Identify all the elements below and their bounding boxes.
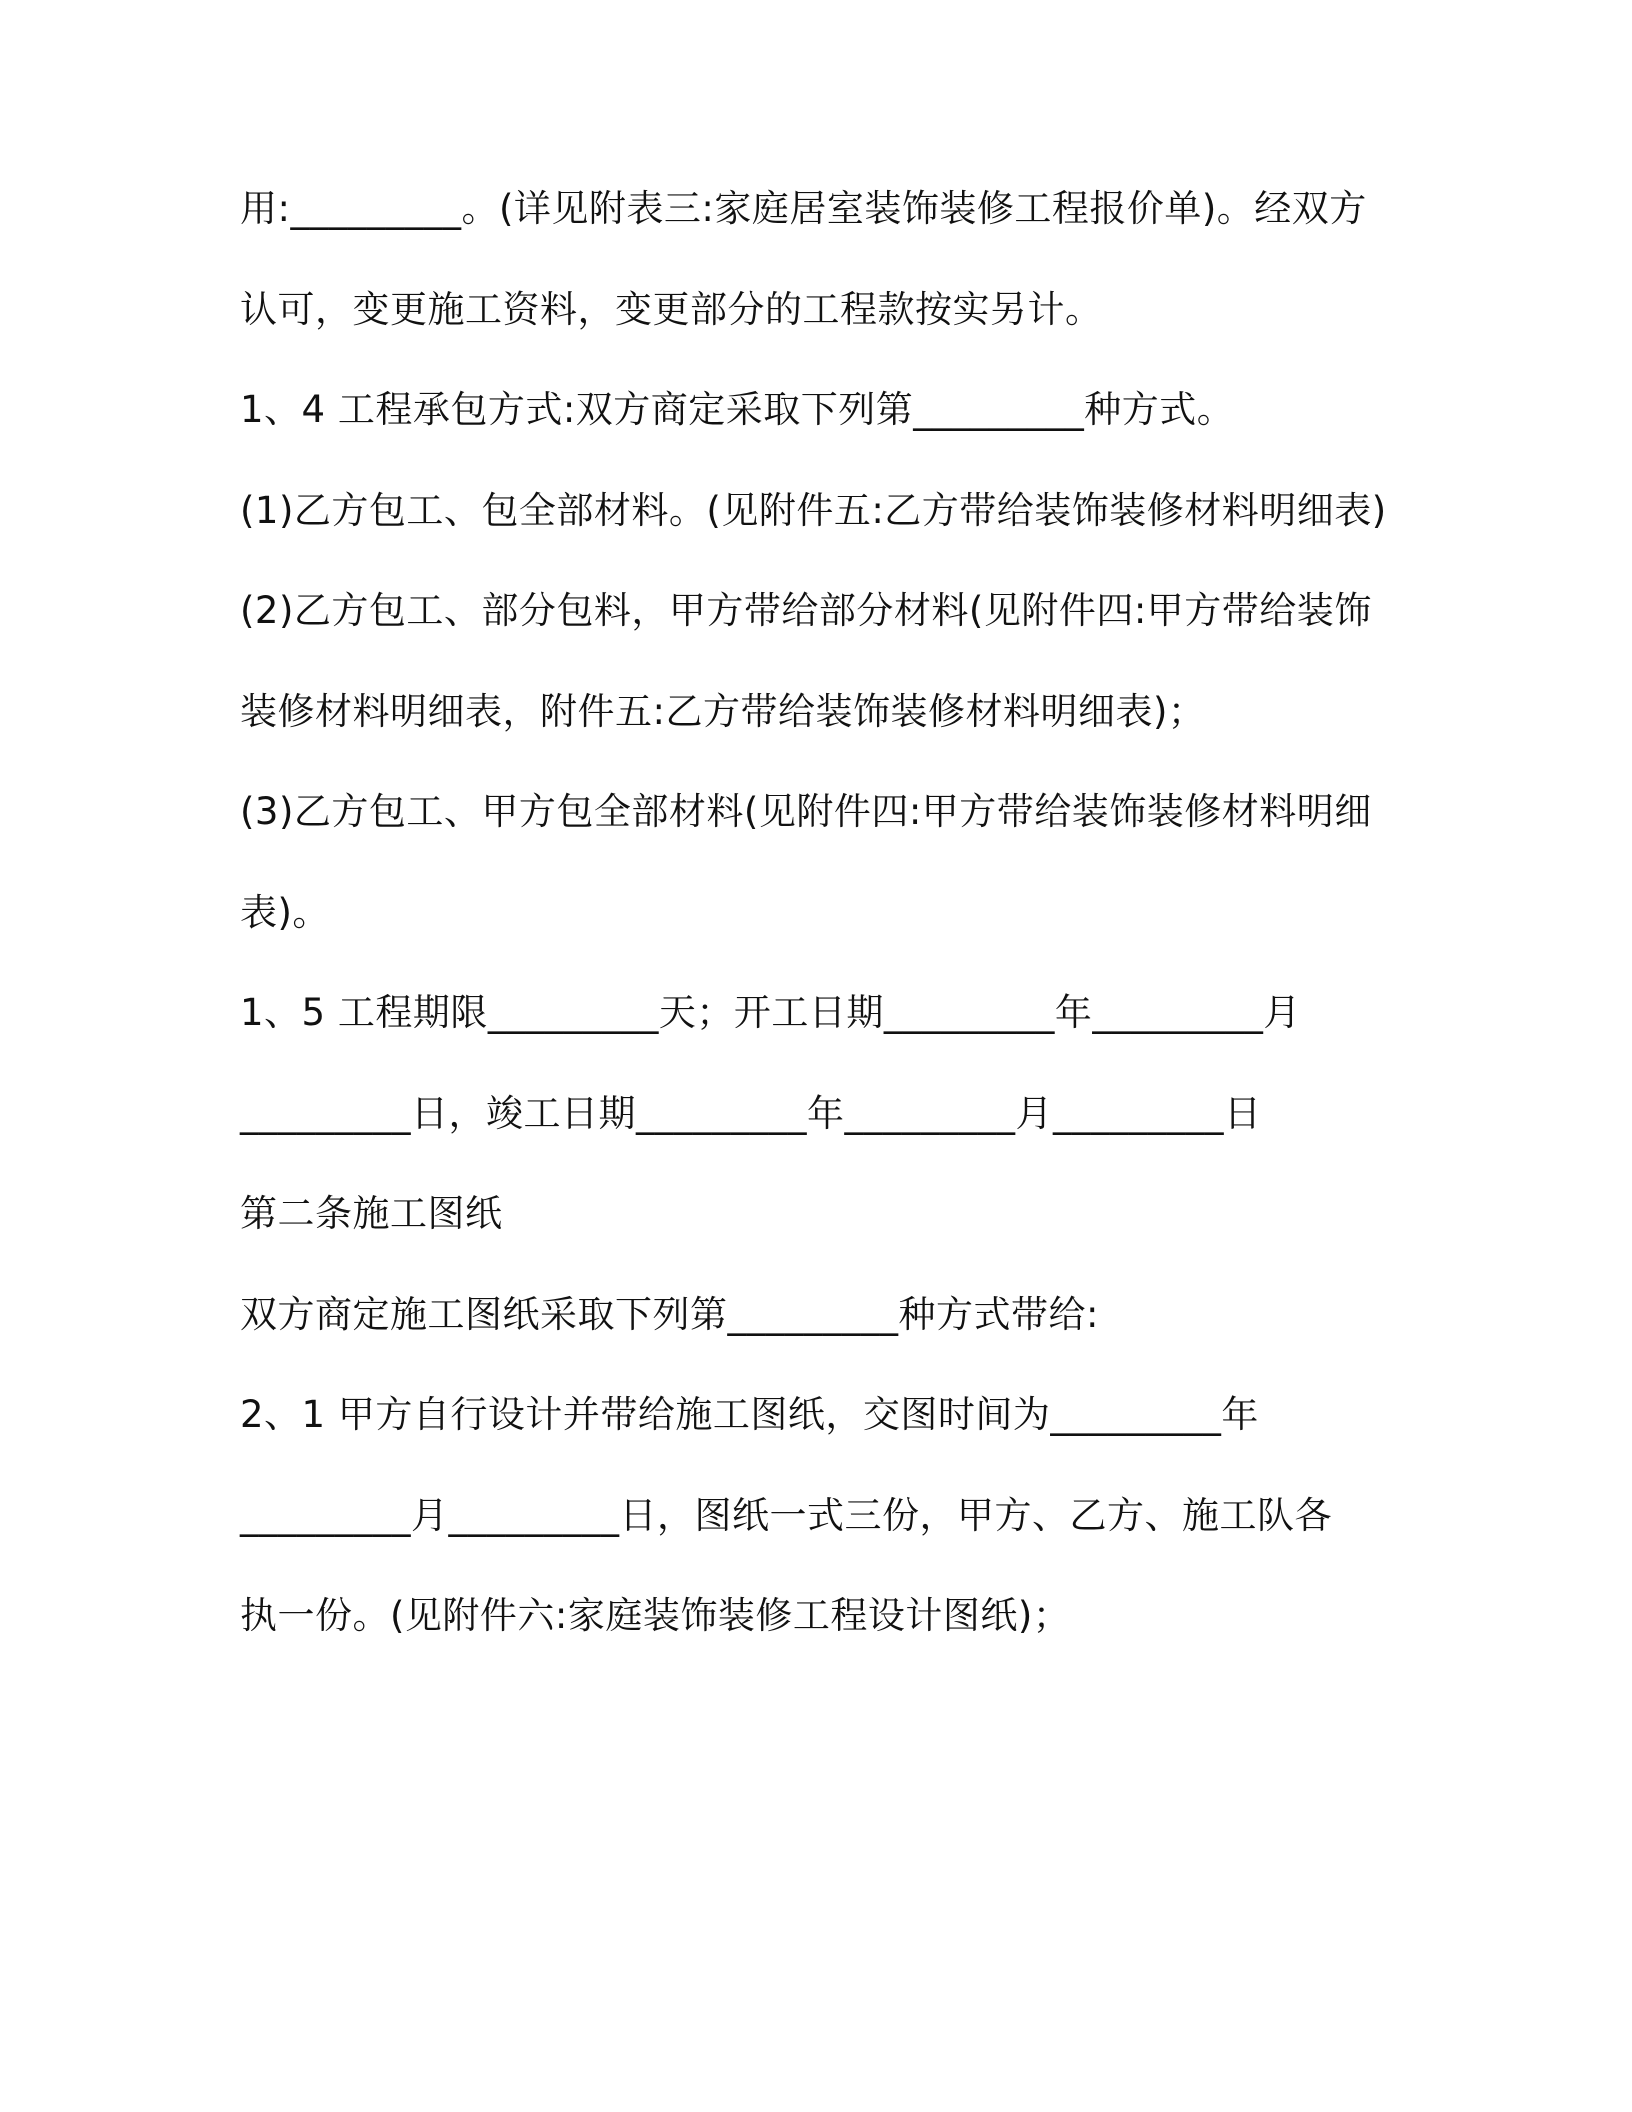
- text-line: 表)。: [240, 890, 330, 934]
- text-line: _________日，竣工日期_________年_________月_________日: [240, 1091, 1262, 1135]
- clause-1-5: 1、5 工程期限_________天；开工日期_________年_________月: [240, 991, 1301, 1034]
- text-line: 双方商定施工图纸采取下列第_________种方式带给:: [240, 1292, 1099, 1336]
- text-line: _________月_________日，图纸一式三份，甲方、乙方、施工队各: [240, 1493, 1332, 1537]
- option-1: (1)乙方包工、包全部材料。(见附件五:乙方带给装饰装修材料明细表): [240, 488, 1387, 532]
- section-heading: 第二条施工图纸: [240, 1192, 503, 1235]
- clause-2-1: 2、1 甲方自行设计并带给施工图纸，交图时间为_________年: [240, 1393, 1259, 1436]
- text-line: 用:_________。(详见附表三:家庭居室装饰装修工程报价单)。经双方: [240, 187, 1367, 230]
- text-line: 认可，变更施工资料，变更部分的工程款按实另计。: [240, 287, 1103, 331]
- text-line: 装修材料明细表，附件五:乙方带给装饰装修材料明细表)；: [240, 689, 1206, 733]
- text-line: 执一份。(见附件六:家庭装饰装修工程设计图纸)；: [240, 1594, 1071, 1637]
- document-body: [240, 183, 1420, 1691]
- clause-1-4: 1、4 工程承包方式:双方商定采取下列第_________种方式。: [240, 388, 1235, 431]
- option-3: (3)乙方包工、甲方包全部材料(见附件四:甲方带给装饰装修材料明细: [240, 790, 1372, 833]
- option-2: (2)乙方包工、部分包料，甲方带给部分材料(见附件四:甲方带给装饰: [240, 589, 1372, 632]
